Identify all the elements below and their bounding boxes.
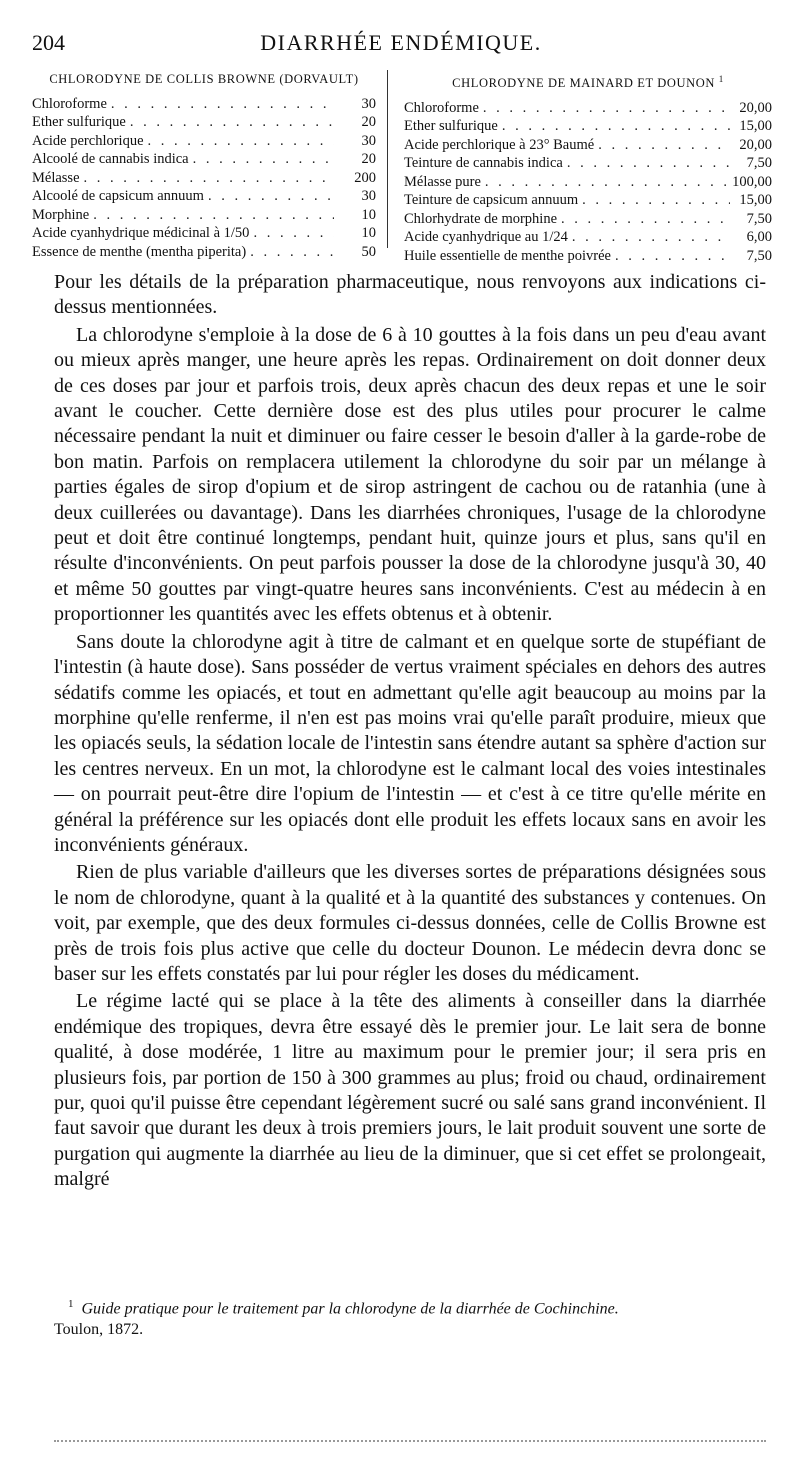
ingredient-quantity: 200 xyxy=(354,169,376,186)
ingredient-row xyxy=(32,224,376,243)
formula-mainard-dounon xyxy=(404,70,772,265)
ingredient-quantity: 15,00 xyxy=(739,118,772,135)
ingredient-row xyxy=(32,113,376,132)
footnote-title: Guide pratique pour le traitement par la chlorodyne de la diarrhée de Cochinchine. xyxy=(81,1300,619,1318)
ingredient-row xyxy=(404,247,772,266)
dot-leader xyxy=(84,169,334,188)
ingredient-quantity: 15,00 xyxy=(739,192,772,209)
paragraph: Pour les détails de la préparation pharmaceutique, nous renvoyons aux indications ci-dessus mentionnées. xyxy=(54,271,766,319)
ingredient-name: Acide cyanhydrique médicinal à 1/50 xyxy=(32,225,250,241)
dot-leader xyxy=(111,95,334,114)
ingredient-row xyxy=(32,150,376,169)
ingredient-row xyxy=(404,210,772,229)
ingredient-name: Chlorhydrate de morphine xyxy=(404,210,558,227)
paragraph: Sans doute la chlorodyne agit à titre de calmant et en quelque sorte de stupéfiant de l'intestin (à haute dose). Sans posséder de vertus vraiment spéciales en dehors des autres sédatifs comme les opiacés, et tout en admettant qu'elle agit beaucoup au moins par la morphine qu'elle renferme, il n'en est pas moins vrai qu'elle paraît produire, mieux que les opiacés seuls, la sédation locale de l'intestin sans étendre autant sa sphère d'action sur les centres nerveux. En un mot, la chlorodyne est le calmant local des voies intestinales — on pourrait peut-être dire l'opium de l'intestin — et c'est à ce titre qu'elle mérite en général la préférence sur les opiacés dont elle produit les effets locaux sans en avoir les inconvénients généraux. xyxy=(54,630,766,856)
dot-leader xyxy=(208,187,334,206)
ingredient-list xyxy=(32,95,376,262)
ingredient-name: Mélasse xyxy=(32,169,80,186)
ingredient-name: Teinture de capsicum annuum xyxy=(404,192,579,209)
ingredient-quantity: 7,50 xyxy=(746,155,772,172)
dot-leader xyxy=(193,150,334,169)
ingredient-name: Ether sulfurique xyxy=(32,114,126,130)
ingredient-list xyxy=(404,99,772,266)
running-title: DIARRHÉE ENDÉMIQUE. xyxy=(260,30,542,55)
dot-leader xyxy=(502,117,730,136)
ingredient-quantity: 20 xyxy=(361,151,376,167)
ingredient-name: Mélasse pure xyxy=(404,173,481,190)
dot-leader xyxy=(483,99,730,118)
ingredient-name: Ether sulfurique xyxy=(404,118,498,135)
ingredient-quantity: 7,50 xyxy=(746,210,772,227)
footnote xyxy=(54,1294,766,1340)
column-divider xyxy=(387,70,388,248)
ingredient-quantity: 30 xyxy=(361,132,376,149)
dot-leader xyxy=(253,224,334,243)
ingredient-name: Huile essentielle de menthe poivrée xyxy=(404,247,611,264)
footnote-marker: 1 xyxy=(68,1298,74,1310)
ingredient-row xyxy=(404,99,772,118)
page-number: 204 xyxy=(32,30,65,55)
ingredient-quantity: 20,00 xyxy=(739,99,772,116)
ingredient-name: Acide perchlorique à 23° Baumé xyxy=(404,136,595,153)
paragraph: Le régime lacté qui se place à la tête des aliments à conseiller dans la diarrhée endémique des tropiques, devra être essayé dès le premier jour. Le lait sera de bonne qualité, à dose modérée, 1 litre au maximum pour le premier jour; il sera pris en plusieurs fois, par portion de 150 à 300 grammes au plus; froid ou chaud, ordinairement pur, quoi qu'il puisse être cependant légèrement sucré ou salé sans grand inconvénient. Il faut savoir que durant les deux à trois premiers jours, le lait produit souvent une sorte de purgation qui augmente la diarrhée au lieu de la diminuer, que si cet effet se prolongeait, malgré xyxy=(54,990,766,1191)
footnote-reference: 1 xyxy=(718,74,724,84)
page-header xyxy=(32,30,770,60)
dot-leader xyxy=(93,206,334,225)
dot-leader xyxy=(250,243,334,262)
dot-leader xyxy=(567,154,730,173)
paragraph: Rien de plus variable d'ailleurs que les diverses sortes de préparations désignées sous le nom de chlorodyne, quant à la qualité et à la quantité des substances y contenues. On voit, par exemple, que des deux formules ci-dessus données, celle de Collis Browne est près de trois fois plus active que celle du docteur Dounon. Le médecin devra donc se baser sur les effets constatés par lui pour régler les doses du médicament. xyxy=(54,861,766,985)
ingredient-quantity: 10 xyxy=(361,225,376,241)
ingredient-row xyxy=(32,132,376,151)
dot-leader xyxy=(130,113,334,132)
ingredient-quantity: 100,00 xyxy=(732,173,772,190)
dot-leader xyxy=(598,136,730,155)
formula-heading xyxy=(404,70,772,93)
paragraph: La chlorodyne s'emploie à la dose de 6 à 10 gouttes à la fois dans un peu d'eau avant ou mieux après manger, une heure après les repas. Ordinairement on doit donner deux de ces doses par jour et parfois trois, deux après chacun des deux repas et une le soir avant le coucher. Cette dernière dose est des plus utiles pour procurer le calme nécessaire pendant la nuit et diminuer ou faire cesser le besoin d'aller à la garde-robe de bon matin. Parfois on remplacera utilement la chlorodyne du soir par un mélange à parties égales de sirop d'opium et de sirop astringent de cachou ou de ratanhia (une à deux cuillerées ou davantage). Dans les diarrhées chroniques, l'usage de la chlorodyne peut et doit être continué longtemps, pendant huit, quinze jours et plus, sans qu'il en résulte d'inconvénients. On peut parfois pousser la dose de la chlorodyne jusqu'à 30, 40 et même 50 gouttes par vingt-quatre heures sans inconvénients. C'est au médecin à en proportionner les quantités avec les effets obtenus et à obtenir. xyxy=(54,323,766,626)
ingredient-row xyxy=(404,228,772,247)
body-text xyxy=(54,270,766,1195)
ingredient-quantity: 30 xyxy=(361,95,376,112)
ingredient-name: Chloroforme xyxy=(404,99,479,116)
ingredient-row xyxy=(404,117,772,136)
ingredient-row xyxy=(32,187,376,206)
formula-collis-browne xyxy=(32,70,376,261)
ingredient-name: Alcoolé de cannabis indica xyxy=(32,151,189,167)
dot-leader xyxy=(561,210,730,229)
ingredient-quantity: 30 xyxy=(361,188,376,204)
ingredient-row xyxy=(404,136,772,155)
ingredient-name: Chloroforme xyxy=(32,95,107,112)
dot-leader xyxy=(572,228,730,247)
ingredient-name: Morphine xyxy=(32,206,90,223)
ingredient-quantity: 20,00 xyxy=(739,136,772,153)
ingredient-row xyxy=(32,169,376,188)
formula-heading-text: CHLORODYNE DE MAINARD ET DOUNON xyxy=(452,76,715,91)
ingredient-row xyxy=(32,95,376,114)
ingredient-quantity: 20 xyxy=(361,114,376,130)
ingredient-quantity: 7,50 xyxy=(746,247,772,264)
ingredient-row xyxy=(404,191,772,210)
formula-heading: CHLORODYNE DE COLLIS BROWNE (DORVAULT) xyxy=(49,72,359,86)
ingredient-quantity: 6,00 xyxy=(746,229,772,246)
dot-leader xyxy=(148,132,334,151)
ingredient-row xyxy=(404,154,772,173)
ingredient-name: Acide cyanhydrique au 1/24 xyxy=(404,229,568,246)
ingredient-quantity: 50 xyxy=(361,243,376,260)
dot-leader xyxy=(485,173,728,192)
ingredient-name: Essence de menthe (mentha piperita) xyxy=(32,243,247,260)
page-bottom-rule xyxy=(54,1440,766,1442)
ingredient-name: Acide perchlorique xyxy=(32,132,144,149)
footnote-imprint: Toulon, 1872. xyxy=(54,1321,144,1339)
dot-leader xyxy=(582,191,730,210)
ingredient-row xyxy=(404,173,772,192)
ingredient-row xyxy=(32,243,376,262)
ingredient-row xyxy=(32,206,376,225)
dot-leader xyxy=(615,247,730,266)
ingredient-name: Teinture de cannabis indica xyxy=(404,155,563,172)
ingredient-quantity: 10 xyxy=(361,206,376,223)
ingredient-name: Alcoolé de capsicum annuum xyxy=(32,188,204,204)
